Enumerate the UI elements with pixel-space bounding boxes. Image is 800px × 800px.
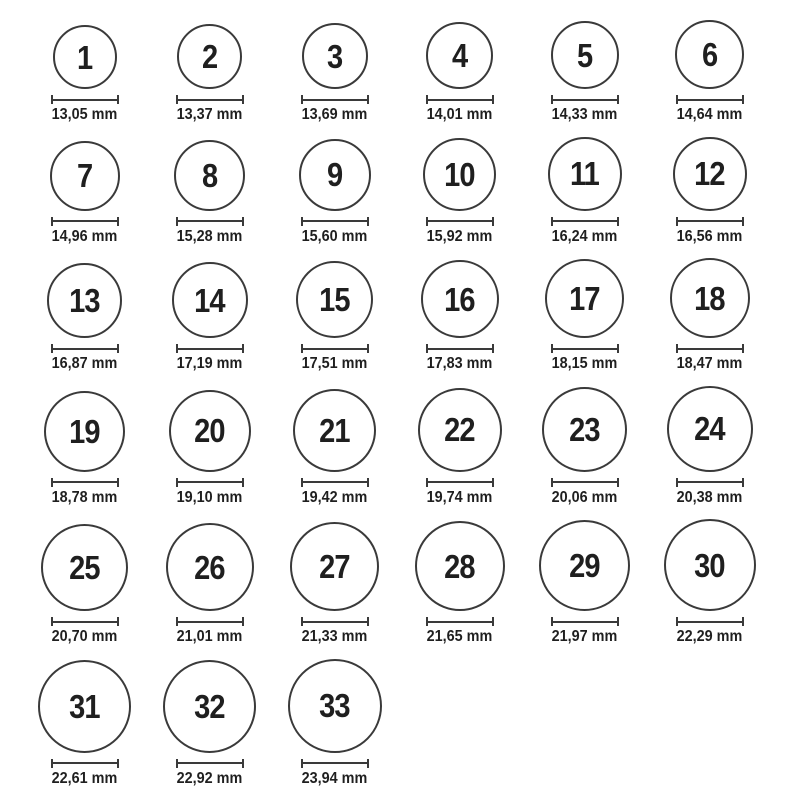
ring-size-number: 7	[76, 157, 93, 195]
ring-circle	[664, 519, 756, 611]
diameter-measure	[176, 217, 244, 226]
measure-tick-right	[617, 95, 619, 104]
ring-size-item	[522, 520, 647, 646]
ring-size-number: 11	[570, 155, 599, 193]
ring-circle	[670, 258, 750, 338]
measure-tick-right	[117, 478, 119, 487]
diameter-label: 15,92 mm	[426, 227, 493, 245]
measure-tick-right	[117, 759, 119, 768]
measure-tick-right	[742, 95, 744, 104]
diameter-label: 14,33 mm	[551, 106, 618, 123]
ring-size-number: 9	[326, 156, 343, 194]
ring-circle	[675, 20, 744, 89]
diameter-measure	[176, 344, 244, 353]
ring-size-row	[22, 659, 800, 788]
diameter-measure	[301, 759, 369, 768]
ring-size-number: 23	[569, 410, 600, 448]
diameter-label: 16,87 mm	[51, 355, 118, 373]
diameter-measure	[676, 617, 744, 626]
ring-size-number: 6	[701, 36, 718, 73]
ring-size-row	[22, 258, 800, 373]
measure-tick-right	[492, 344, 494, 353]
diameter-measure	[551, 617, 619, 626]
diameter-measure	[51, 95, 119, 104]
ring-size-item	[22, 391, 147, 507]
ring-circle	[423, 138, 496, 211]
diameter-measure	[51, 217, 119, 226]
diameter-label: 20,06 mm	[551, 488, 618, 506]
measure-tick-left	[301, 217, 303, 226]
measure-tick-left	[176, 344, 178, 353]
diameter-label: 16,24 mm	[551, 227, 618, 245]
measure-tick-right	[617, 617, 619, 626]
ring-size-number: 19	[69, 412, 100, 450]
diameter-measure	[676, 95, 744, 104]
diameter-label: 19,10 mm	[176, 488, 243, 506]
ring-size-number: 2	[201, 38, 218, 75]
ring-size-item	[522, 137, 647, 246]
ring-size-number: 28	[444, 547, 475, 585]
measure-line	[301, 99, 369, 101]
ring-size-item	[272, 261, 397, 373]
measure-tick-left	[551, 617, 553, 626]
diameter-measure	[426, 478, 494, 487]
ring-circle	[539, 520, 630, 611]
ring-size-item	[272, 659, 397, 788]
measure-tick-left	[426, 478, 428, 487]
ring-size-number: 20	[194, 412, 225, 450]
measure-line	[676, 220, 744, 222]
ring-size-number: 12	[694, 155, 725, 193]
measure-tick-left	[51, 617, 53, 626]
measure-tick-left	[426, 617, 428, 626]
diameter-measure	[551, 217, 619, 226]
diameter-label: 14,96 mm	[51, 227, 118, 245]
measure-tick-left	[676, 344, 678, 353]
measure-tick-right	[617, 478, 619, 487]
ring-size-item	[647, 258, 772, 373]
measure-tick-right	[742, 217, 744, 226]
measure-tick-right	[492, 95, 494, 104]
diameter-label: 21,65 mm	[426, 628, 493, 646]
ring-size-number: 18	[694, 279, 725, 317]
ring-size-number: 21	[319, 411, 350, 449]
ring-size-number: 10	[444, 155, 475, 193]
measure-tick-right	[617, 217, 619, 226]
diameter-measure	[676, 478, 744, 487]
measure-tick-left	[676, 217, 678, 226]
diameter-measure	[301, 617, 369, 626]
measure-tick-left	[551, 95, 553, 104]
measure-tick-left	[51, 95, 53, 104]
diameter-label: 15,28 mm	[176, 227, 243, 245]
diameter-label: 13,05 mm	[51, 106, 118, 123]
measure-tick-right	[617, 344, 619, 353]
ring-circle	[293, 389, 376, 472]
ring-size-number: 4	[451, 37, 468, 74]
ring-size-number: 16	[444, 280, 475, 318]
measure-line	[551, 348, 619, 350]
diameter-measure	[51, 344, 119, 353]
ring-circle	[545, 259, 624, 338]
ring-circle	[667, 386, 753, 472]
diameter-label: 23,94 mm	[301, 769, 368, 787]
measure-tick-right	[742, 617, 744, 626]
measure-tick-left	[51, 759, 53, 768]
measure-tick-right	[367, 344, 369, 353]
ring-circle	[163, 660, 256, 753]
measure-tick-left	[551, 478, 553, 487]
measure-line	[176, 481, 244, 483]
measure-line	[301, 220, 369, 222]
diameter-measure	[426, 95, 494, 104]
diameter-label: 22,92 mm	[176, 769, 243, 787]
measure-tick-right	[242, 759, 244, 768]
ring-circle	[421, 260, 499, 338]
ring-size-number: 17	[569, 280, 600, 318]
measure-line	[676, 99, 744, 101]
measure-line	[426, 621, 494, 623]
ring-size-item	[147, 262, 272, 373]
measure-tick-right	[242, 95, 244, 104]
measure-tick-left	[426, 95, 428, 104]
ring-size-row	[22, 137, 800, 246]
measure-tick-left	[301, 344, 303, 353]
measure-tick-right	[117, 344, 119, 353]
diameter-label: 20,70 mm	[51, 628, 118, 646]
ring-circle	[174, 140, 245, 211]
measure-tick-left	[176, 478, 178, 487]
diameter-measure	[51, 759, 119, 768]
ring-circle	[47, 263, 122, 338]
measure-line	[51, 762, 119, 764]
ring-size-item	[147, 390, 272, 507]
ring-circle	[177, 24, 242, 89]
diameter-measure	[176, 478, 244, 487]
measure-tick-left	[176, 217, 178, 226]
diameter-label: 22,29 mm	[676, 628, 743, 646]
ring-size-item	[397, 22, 522, 124]
measure-line	[551, 220, 619, 222]
ring-circle	[38, 660, 131, 753]
measure-line	[301, 481, 369, 483]
ring-size-item	[522, 259, 647, 373]
measure-line	[551, 481, 619, 483]
ring-circle	[44, 391, 125, 472]
ring-circle	[290, 522, 379, 611]
diameter-label: 21,97 mm	[551, 628, 618, 646]
diameter-measure	[176, 95, 244, 104]
ring-circle	[302, 23, 368, 89]
diameter-measure	[176, 617, 244, 626]
diameter-measure	[426, 217, 494, 226]
measure-line	[176, 99, 244, 101]
ring-size-item	[147, 660, 272, 788]
ring-size-item	[272, 23, 397, 124]
ring-size-item	[647, 386, 772, 507]
diameter-label: 19,42 mm	[301, 488, 368, 506]
measure-tick-right	[117, 95, 119, 104]
diameter-measure	[301, 95, 369, 104]
diameter-label: 16,56 mm	[676, 227, 743, 245]
measure-tick-left	[551, 344, 553, 353]
ring-size-item	[147, 24, 272, 124]
ring-circle	[166, 523, 254, 611]
ring-size-number: 33	[319, 687, 350, 725]
measure-line	[426, 481, 494, 483]
measure-tick-left	[676, 617, 678, 626]
measure-tick-right	[117, 217, 119, 226]
measure-line	[676, 481, 744, 483]
measure-tick-left	[176, 95, 178, 104]
ring-circle	[299, 139, 371, 211]
diameter-measure	[51, 478, 119, 487]
diameter-measure	[426, 344, 494, 353]
measure-line	[51, 621, 119, 623]
ring-size-item	[147, 523, 272, 646]
measure-tick-left	[676, 478, 678, 487]
measure-line	[51, 99, 119, 101]
ring-size-number: 13	[69, 282, 100, 320]
measure-tick-right	[742, 344, 744, 353]
measure-tick-left	[176, 759, 178, 768]
ring-size-row	[22, 386, 800, 507]
ring-size-item	[397, 521, 522, 646]
measure-line	[551, 99, 619, 101]
ring-size-item	[272, 389, 397, 507]
measure-tick-left	[51, 344, 53, 353]
measure-tick-left	[676, 95, 678, 104]
measure-tick-right	[367, 95, 369, 104]
ring-circle	[288, 659, 382, 753]
ring-size-number: 31	[69, 687, 100, 725]
measure-tick-left	[301, 617, 303, 626]
ring-size-number: 15	[319, 281, 350, 319]
ring-size-item	[522, 21, 647, 124]
measure-line	[676, 621, 744, 623]
ring-size-item	[22, 25, 147, 124]
measure-line	[51, 220, 119, 222]
ring-size-row	[22, 20, 800, 124]
measure-tick-left	[176, 617, 178, 626]
ring-size-item	[647, 137, 772, 246]
diameter-measure	[551, 95, 619, 104]
measure-line	[676, 348, 744, 350]
measure-line	[426, 99, 494, 101]
ring-circle	[551, 21, 619, 89]
diameter-label: 21,01 mm	[176, 628, 243, 646]
ring-size-item	[272, 522, 397, 646]
measure-line	[426, 220, 494, 222]
ring-size-number: 25	[69, 549, 100, 587]
diameter-label: 18,78 mm	[51, 488, 118, 506]
diameter-label: 14,64 mm	[676, 106, 743, 123]
measure-tick-right	[117, 617, 119, 626]
ring-circle	[542, 387, 627, 472]
ring-circle	[169, 390, 251, 472]
diameter-label: 20,38 mm	[676, 488, 743, 506]
measure-line	[301, 621, 369, 623]
ring-size-item	[647, 20, 772, 124]
ring-size-number: 29	[569, 547, 600, 585]
measure-line	[176, 348, 244, 350]
ring-size-item	[397, 388, 522, 507]
diameter-label: 18,15 mm	[551, 355, 618, 373]
diameter-label: 17,19 mm	[176, 355, 243, 373]
measure-tick-left	[301, 95, 303, 104]
measure-tick-right	[742, 478, 744, 487]
ring-circle	[296, 261, 373, 338]
ring-size-number: 1	[76, 38, 93, 76]
ring-size-item	[22, 141, 147, 246]
measure-tick-right	[242, 478, 244, 487]
diameter-label: 22,61 mm	[51, 769, 118, 787]
ring-size-item	[22, 524, 147, 646]
ring-size-number: 8	[201, 156, 218, 194]
measure-tick-right	[492, 478, 494, 487]
ring-size-number: 3	[326, 37, 343, 75]
ring-size-item	[522, 387, 647, 507]
diameter-label: 17,51 mm	[301, 355, 368, 373]
diameter-measure	[426, 617, 494, 626]
measure-tick-right	[367, 478, 369, 487]
measure-tick-left	[51, 478, 53, 487]
ring-size-number: 30	[694, 546, 725, 584]
diameter-measure	[676, 344, 744, 353]
ring-size-item	[397, 138, 522, 246]
diameter-label: 17,83 mm	[426, 355, 493, 373]
measure-tick-left	[426, 344, 428, 353]
measure-line	[51, 481, 119, 483]
ring-size-number: 14	[194, 281, 225, 319]
ring-circle	[41, 524, 128, 611]
ring-circle	[673, 137, 747, 211]
measure-line	[51, 348, 119, 350]
ring-size-item	[22, 263, 147, 373]
measure-tick-left	[551, 217, 553, 226]
measure-line	[176, 621, 244, 623]
measure-tick-right	[367, 759, 369, 768]
measure-tick-right	[242, 344, 244, 353]
measure-tick-right	[492, 217, 494, 226]
diameter-measure	[551, 344, 619, 353]
ring-circle	[548, 137, 622, 211]
ring-circle	[418, 388, 502, 472]
diameter-label: 18,47 mm	[676, 355, 743, 373]
diameter-measure	[676, 217, 744, 226]
ring-size-number: 32	[194, 687, 225, 725]
measure-tick-left	[301, 759, 303, 768]
diameter-measure	[51, 617, 119, 626]
ring-size-item	[22, 660, 147, 788]
diameter-label: 13,37 mm	[176, 106, 243, 123]
ring-size-item	[647, 519, 772, 646]
ring-size-number: 24	[694, 410, 725, 448]
diameter-measure	[551, 478, 619, 487]
ring-size-row	[22, 519, 800, 646]
ring-size-item	[147, 140, 272, 246]
diameter-label: 21,33 mm	[301, 628, 368, 646]
ring-circle	[50, 141, 120, 211]
measure-line	[176, 220, 244, 222]
measure-tick-right	[242, 217, 244, 226]
measure-line	[551, 621, 619, 623]
diameter-label: 19,74 mm	[426, 488, 493, 506]
measure-line	[301, 348, 369, 350]
diameter-label: 15,60 mm	[301, 227, 368, 245]
diameter-measure	[301, 344, 369, 353]
measure-line	[301, 762, 369, 764]
measure-tick-right	[492, 617, 494, 626]
measure-tick-right	[367, 617, 369, 626]
ring-size-number: 27	[319, 548, 350, 586]
ring-circle	[415, 521, 505, 611]
ring-circle	[172, 262, 248, 338]
measure-tick-left	[51, 217, 53, 226]
ring-size-number: 5	[576, 36, 593, 74]
diameter-measure	[176, 759, 244, 768]
diameter-label: 14,01 mm	[426, 106, 493, 123]
ring-size-number: 26	[194, 548, 225, 586]
diameter-label: 13,69 mm	[301, 106, 368, 123]
ring-size-item	[397, 260, 522, 373]
ring-size-item	[272, 139, 397, 246]
measure-line	[176, 762, 244, 764]
ring-circle	[426, 22, 493, 89]
measure-tick-right	[367, 217, 369, 226]
measure-line	[426, 348, 494, 350]
measure-tick-right	[242, 617, 244, 626]
measure-tick-left	[301, 478, 303, 487]
ring-circle	[53, 25, 117, 89]
ring-size-number: 22	[444, 411, 475, 449]
diameter-measure	[301, 478, 369, 487]
diameter-measure	[301, 217, 369, 226]
measure-tick-left	[426, 217, 428, 226]
